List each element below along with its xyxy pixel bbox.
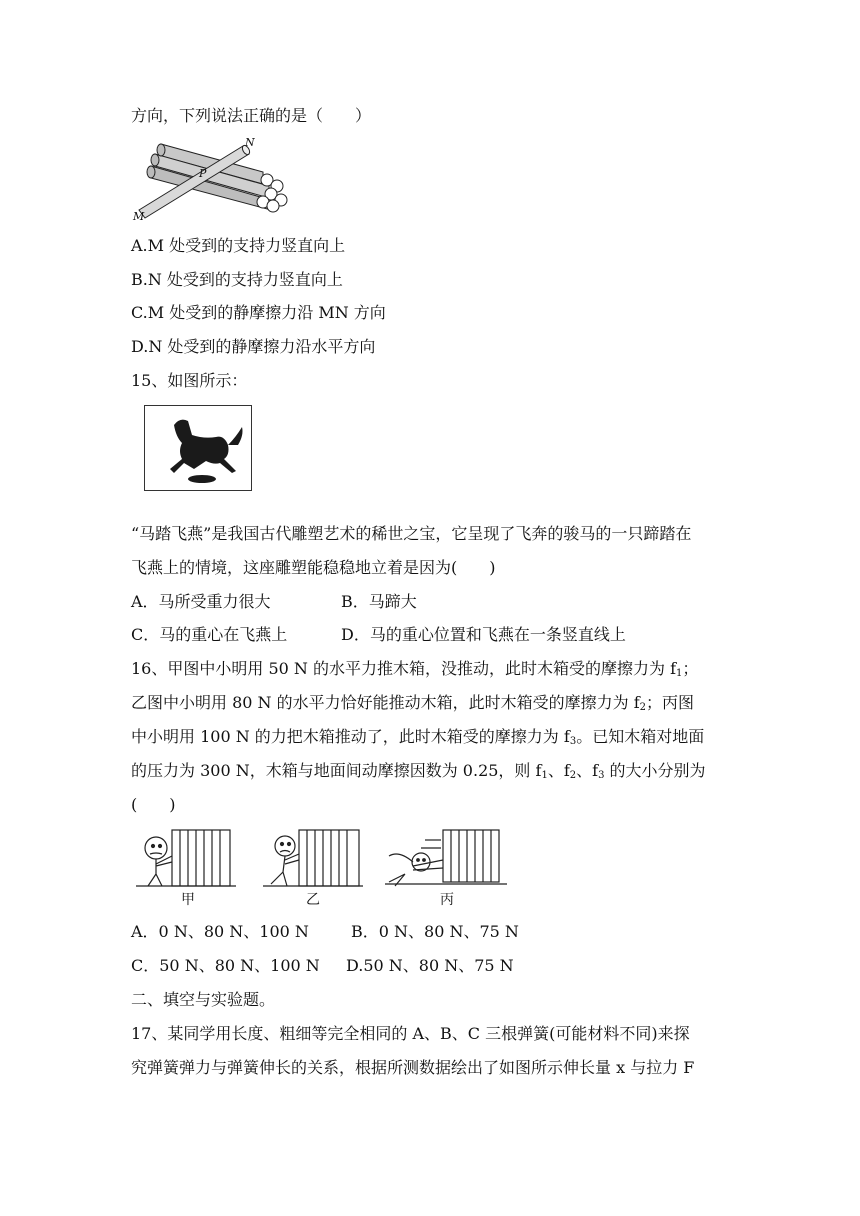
push-box-figure-bing [385, 826, 507, 888]
label-m: M [133, 210, 145, 223]
q15-intro: 15、如图所示： [131, 371, 248, 390]
q16-line5: ( ) [131, 795, 176, 814]
caption-bing: 丙 [440, 892, 454, 908]
q14-option-d: D.N 处受到的静摩擦力沿水平方向 [131, 337, 376, 356]
q15-option-b: B．马蹄大 [341, 592, 417, 611]
q15-option-a: A．马所受重力很大 [131, 592, 271, 611]
q17-line1: 17、某同学用长度、粗细等完全相同的 A、B、C 三根弹簧(可能材料不同)来探 [131, 1024, 690, 1043]
q14-stem-tail: 方向，下列说法正确的是（ ） [131, 106, 372, 125]
q15-text-line1: “马踏飞燕”是我国古代雕塑艺术的稀世之宝，它呈现了飞奔的骏马的一只蹄踏在 [131, 524, 692, 543]
q16-line4: 的压力为 300 N，木箱与地面间动摩擦因数为 0.25，则 $f_1$、$f_2$、$f_3$ 的大小分别为 [131, 761, 706, 781]
q16-option-a: A．0 N、80 N、100 N [131, 922, 309, 941]
q14-option-a: A.M 处受到的支持力竖直向上 [131, 236, 346, 255]
q16-option-d: D.50 N、80 N、75 N [346, 956, 514, 975]
q15-text-line2: 飞燕上的情境，这座雕塑能稳稳地立着是因为( ) [131, 558, 496, 577]
q15-option-c: C．马的重心在飞燕上 [131, 625, 288, 644]
push-box-figure-yi [263, 826, 363, 888]
label-p: P [199, 167, 207, 180]
push-box-figure-jia [136, 826, 236, 888]
q15-option-d: D．马的重心位置和飞燕在一条竖直线上 [341, 625, 626, 644]
q17-line2: 究弹簧弹力与弹簧伸长的关系，根据所测数据绘出了如图所示伸长量 x 与拉力 F [131, 1058, 695, 1077]
q16-line1: 16、甲图中小明用 50 N 的水平力推木箱，没推动，此时木箱受的摩擦力为 $f_1$； [131, 659, 699, 679]
horse-sculpture-image [144, 405, 252, 491]
caption-jia: 甲 [181, 892, 195, 908]
q16-line3: 中小明用 100 N 的力把木箱推动了，此时木箱受的摩擦力为 $f_3$。已知木箱对地面 [131, 727, 705, 747]
q14-option-c: C.M 处受到的静摩擦力沿 MN 方向 [131, 303, 386, 322]
q14-option-b: B.N 处受到的支持力竖直向上 [131, 270, 343, 289]
logs-rod-figure [131, 134, 291, 224]
q16-line2: 乙图中小明用 80 N 的水平力恰好能推动木箱，此时木箱受的摩擦力为 $f_2$；丙图 [131, 693, 695, 713]
q16-option-b: B．0 N、80 N、75 N [351, 922, 519, 941]
q16-option-c: C．50 N、80 N、100 N [131, 956, 320, 975]
label-n: N [245, 136, 255, 149]
section2-heading: 二、填空与实验题。 [131, 990, 276, 1009]
caption-yi: 乙 [306, 892, 320, 908]
